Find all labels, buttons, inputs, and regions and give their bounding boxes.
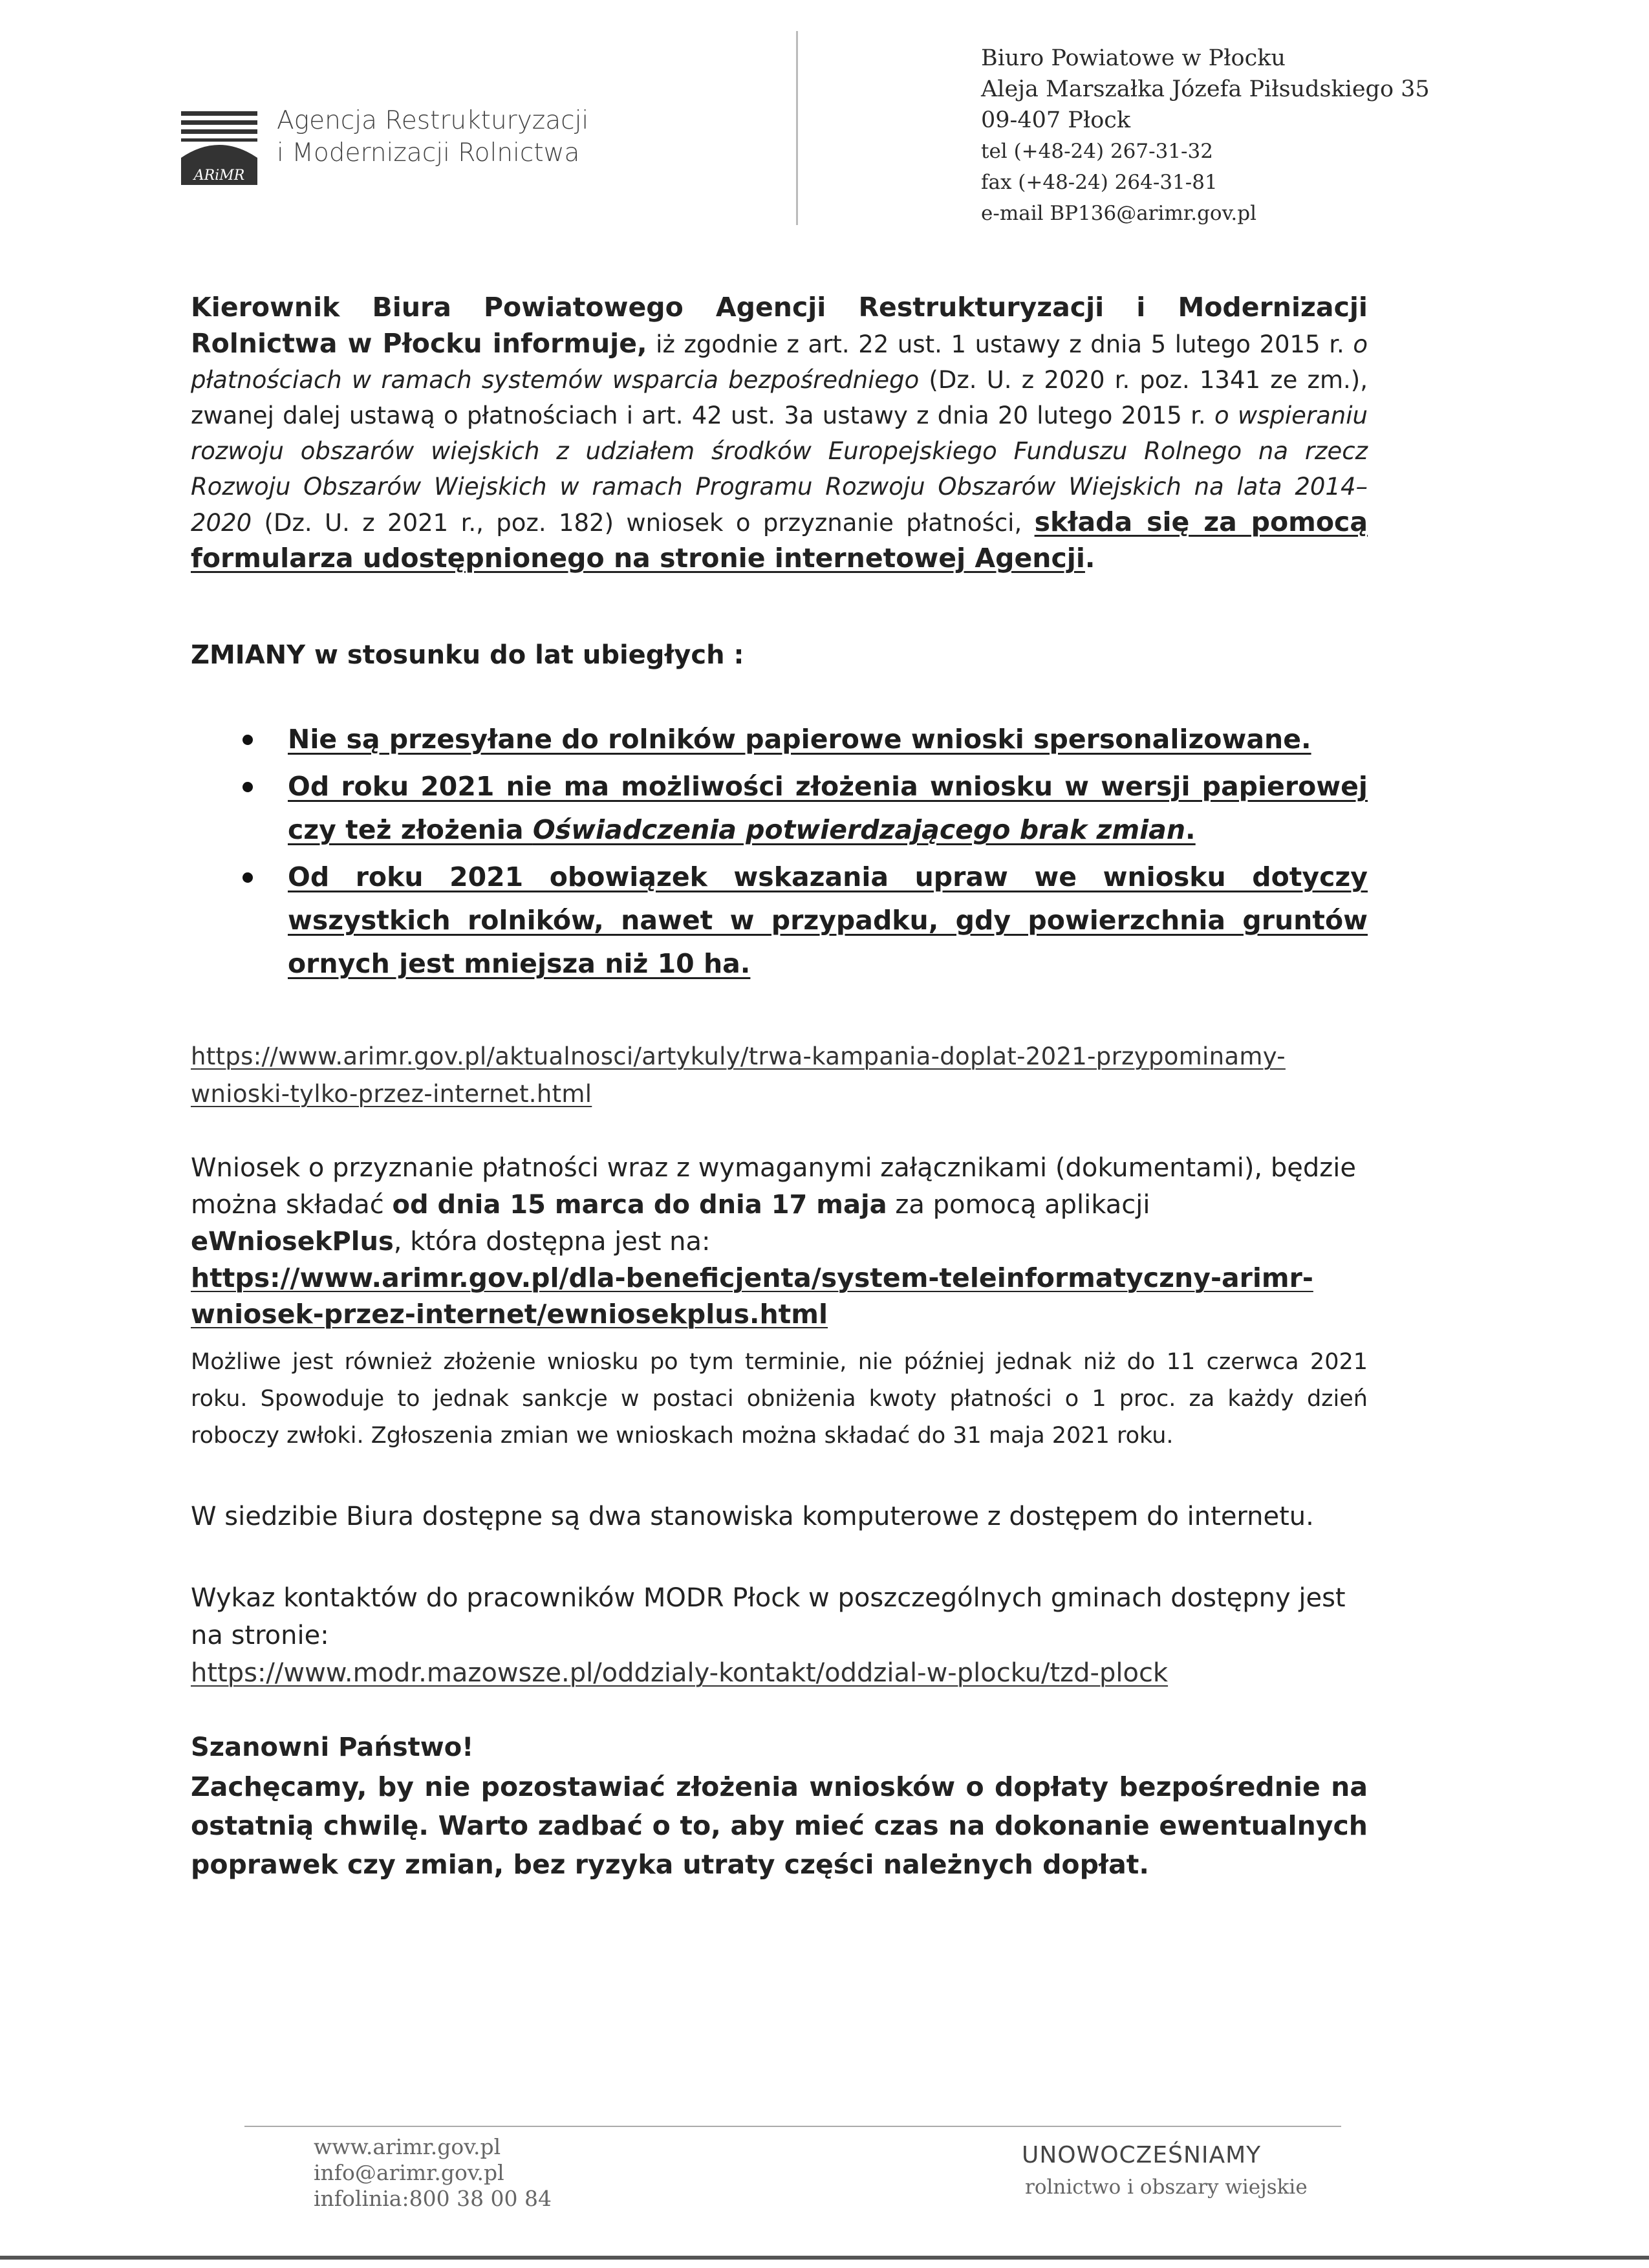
ewniosekplus-link-paragraph [191,1260,1368,1332]
list-item [242,856,1368,986]
header-divider [796,31,798,225]
intro-italic-1: o płatnościach w ramach systemów wsparcia bezpośredniego [191,330,1368,394]
intro-bold-lead: Kierownik Biura Powiatowego Agencji Restrukturyzacji i Modernizacji Rolnictwa w Płocku informuje, [191,292,1368,359]
intro-end: . [1084,543,1095,574]
changes-list [242,718,1368,989]
intro-text-1: iż zgodnie z art. 22 ust. 1 ustawy z dnia 5 lutego 2015 r. [647,330,1353,358]
office-fax: fax (+48-24) 264-31-81 [981,171,1218,194]
scan-bottom-edge [0,2256,1649,2260]
office-tel: tel (+48-24) 267-31-32 [981,140,1213,163]
application-dates: od dnia 15 marca do dnia 17 maja [392,1190,887,1220]
closing-greeting: Szanowni Państwo! [191,1733,474,1762]
logo-mark-text: ARiMR [193,167,245,184]
footer-divider [244,2126,1341,2127]
contact-block [981,43,1498,229]
agency-name-line1: Agencja Restrukturyzacji [277,106,589,135]
intro-text-2: (Dz. U. z 2020 r. poz. 1341 ze zm.), zwanej dalej ustawą o płatnościach i art. 42 ust. 3a ustawy z dnia 20 lutego 2015 r. [191,366,1368,429]
office-computers-paragraph: W siedzibie Biura dostępne są dwa stanowiska komputerowe z dostępem do internetu. [191,1502,1314,1531]
intro-bold-underlined: składa się za pomocą formularza udostępnionego na stronie internetowej Agencji [191,506,1368,574]
footer-contacts [314,2134,702,2212]
change-bullet-2-italic: Oświadczenia potwierdzającego brak zmian [532,814,1186,845]
footer-www[interactable]: www.arimr.gov.pl [314,2134,501,2159]
application-app-name: eWniosekPlus [191,1227,394,1257]
office-street: Aleja Marszałka Józefa Piłsudskiego 35 [981,76,1430,102]
modr-contacts-paragraph: Wykaz kontaktów do pracowników MODR Płock w poszczególnych gminach dostępny jest na stronie: https://www.modr.mazowsze.pl/oddzialy-kontakt/oddzial-w-plocku/tzd-plock [191,1583,1346,1688]
changes-heading: ZMIANY w stosunku do lat ubiegłych : [191,640,744,670]
ewniosekplus-link[interactable]: https://www.arimr.gov.pl/dla-beneficjenta/system-teleinformatyczny-arimr-wniosek-przez-internet/ewniosekplus.html [191,1262,1313,1330]
agency-name-line2: i Modernizacji Rolnictwa [277,138,580,167]
late-submission-paragraph: Możliwe jest również złożenie wniosku po tym terminie, nie później jednak niż do 11 czerwca 2021 roku. Spowoduje to jednak sankcje w postaci obniżenia kwoty płatności o 1 proc. za każdy dzień roboczy zwłoki. Zgłoszenia zmian we wnioskach można składać do 31 maja 2021 roku. [191,1349,1368,1449]
list-item [242,718,1368,761]
change-bullet-2: Od roku 2021 nie ma możliwości złożenia wniosku w wersji papierowej czy też złożenia Oświadczenia potwierdzającego brak zmian. [288,771,1368,845]
intro-text-3: (Dz. U. z 2021 r., poz. 182) wniosek o przyznanie płatności, [252,509,1035,537]
footer-infolinia: infolinia:800 38 00 84 [314,2186,552,2211]
footer-slogan-sub: rolnictwo i obszary wiejskie [1025,2176,1308,2199]
application-paragraph: Wniosek o przyznanie płatności wraz z wymaganymi załącznikami (dokumentami), będzie można składać od dnia 15 marca do dnia 17 maja za pomocą aplikacji eWniosekPlus, która dostępna jest na: [191,1153,1356,1257]
list-item [242,765,1368,852]
agency-name [277,105,613,169]
change-bullet-3: Od roku 2021 obowiązek wskazania upraw we wniosku dotyczy wszystkich rolników, nawet w przypadku, gdy powierzchnia gruntów ornych jest mniejsza niż 10 ha. [288,861,1368,979]
intro-paragraph [191,290,1368,577]
campaign-link-paragraph [191,1038,1368,1113]
campaign-link[interactable]: https://www.arimr.gov.pl/aktualnosci/artykuly/trwa-kampania-doplat-2021-przypominamy-wnioski-tylko-przez-internet.html [191,1042,1286,1108]
footer-email[interactable]: info@arimr.gov.pl [314,2160,504,2185]
footer-slogan: UNOWOCZEŚNIAMY [1022,2142,1262,2168]
closing-message: Zachęcamy, by nie pozostawiać złożenia wniosków o dopłaty bezpośrednie na ostatnią chwilę. Warto zadbać o to, aby mieć czas na dokonanie ewentualnych poprawek czy zmian, bez ryzyka utraty części należnych dopłat. [191,1771,1368,1880]
office-name: Biuro Powiatowe w Płocku [981,45,1286,71]
modr-link[interactable]: https://www.modr.mazowsze.pl/oddzialy-kontakt/oddzial-w-plocku/tzd-plock [191,1658,1169,1688]
change-bullet-1: Nie są przesyłane do rolników papierowe wnioski spersonalizowane. [288,724,1311,755]
arimr-logo-icon [181,107,257,185]
intro-italic-2: o wspieraniu rozwoju obszarów wiejskich z udziałem środków Europejskiego Funduszu Rolnego na rzecz Rozwoju Obszarów Wiejskich w ramach Programu Rozwoju Obszarów Wiejskich na lata 2014–2020 [191,402,1368,537]
office-email: e-mail BP136@arimr.gov.pl [981,202,1257,225]
office-city: 09-407 Płock [981,107,1131,133]
